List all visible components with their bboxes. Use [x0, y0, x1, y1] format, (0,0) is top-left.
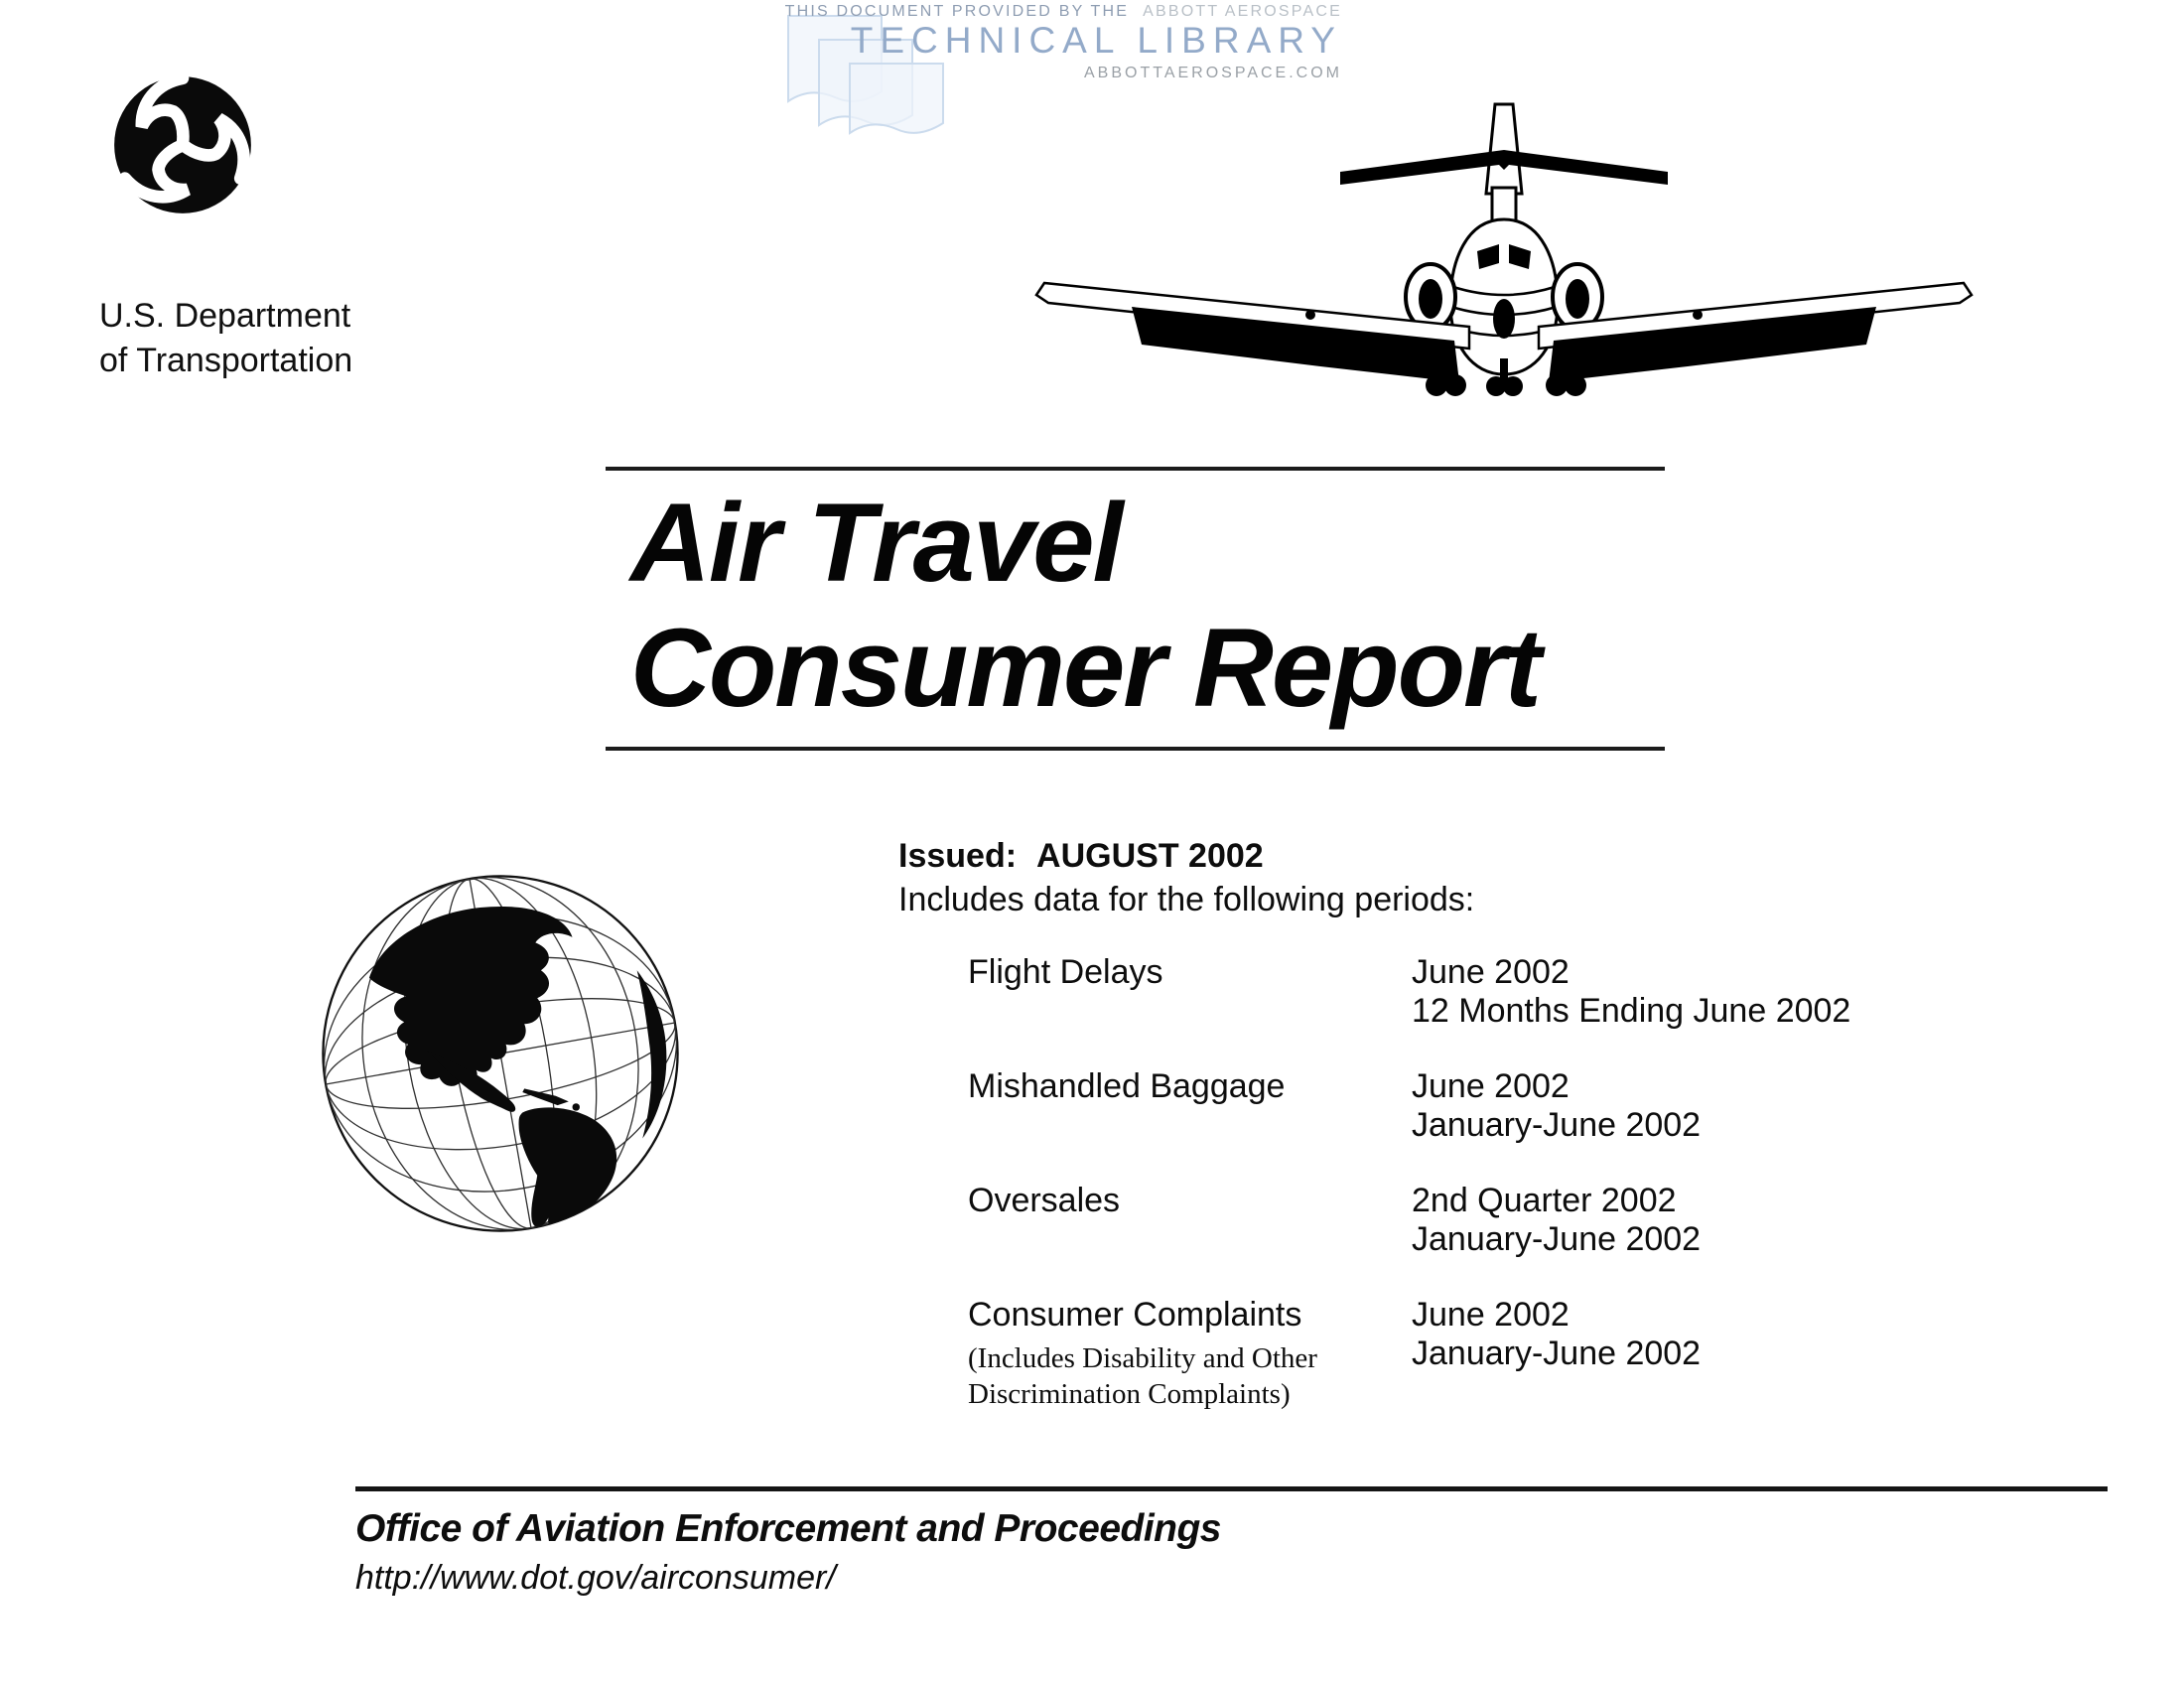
footer — [355, 1486, 2108, 1598]
issued-label: Issued: — [898, 837, 1018, 875]
table-row — [968, 1296, 2080, 1412]
period-category: Mishandled Baggage — [968, 1067, 1286, 1105]
period-values: June 2002 12 Months Ending June 2002 — [1412, 953, 1851, 1030]
period-category-note: (Includes Disability and Other Discrimination Complaints) — [968, 1342, 1317, 1410]
watermark-provided-line: THIS DOCUMENT PROVIDED BY THE ABBOTT AEROSPACE — [784, 3, 1342, 20]
report-title-line2: Consumer Report — [630, 606, 1540, 730]
issued-block — [898, 834, 1474, 921]
watermark — [695, 0, 1342, 82]
period-values: June 2002 January-June 2002 — [1412, 1067, 1702, 1144]
table-row — [968, 1182, 2080, 1259]
issued-subtitle: Includes data for the following periods: — [898, 881, 1475, 918]
footer-url: http://www.dot.gov/airconsumer/ — [355, 1559, 836, 1597]
footer-office-name: Office of Aviation Enforcement and Proceedings — [355, 1507, 1222, 1550]
period-category-with-note: Consumer Complaints (Includes Disability and Other Discrimination Complaints) — [968, 1296, 1412, 1412]
airplane-front-view-icon — [993, 91, 2015, 401]
issued-date: AUGUST 2002 — [1036, 837, 1264, 875]
table-row — [968, 953, 2080, 1031]
dot-logo-icon — [99, 62, 266, 228]
agency-name — [99, 294, 352, 383]
agency-name-line1: U.S. Department — [99, 297, 351, 335]
globe-americas-icon — [316, 866, 685, 1241]
report-title-line1: Air Travel — [630, 481, 1122, 605]
issued-line — [898, 834, 1474, 878]
watermark-url: ABBOTTAEROSPACE.COM — [1084, 65, 1342, 82]
period-values: June 2002 January-June 2002 — [1412, 1296, 1702, 1372]
watermark-library-line: TECHNICAL LIBRARY — [850, 19, 1342, 61]
table-row — [968, 1067, 2080, 1145]
period-values: 2nd Quarter 2002 January-June 2002 — [1412, 1182, 1702, 1258]
period-category: Flight Delays — [968, 953, 1163, 991]
periods-table — [968, 953, 2080, 1449]
agency-name-line2: of Transportation — [99, 342, 353, 379]
period-category: Oversales — [968, 1182, 1121, 1219]
report-title — [606, 467, 1665, 751]
